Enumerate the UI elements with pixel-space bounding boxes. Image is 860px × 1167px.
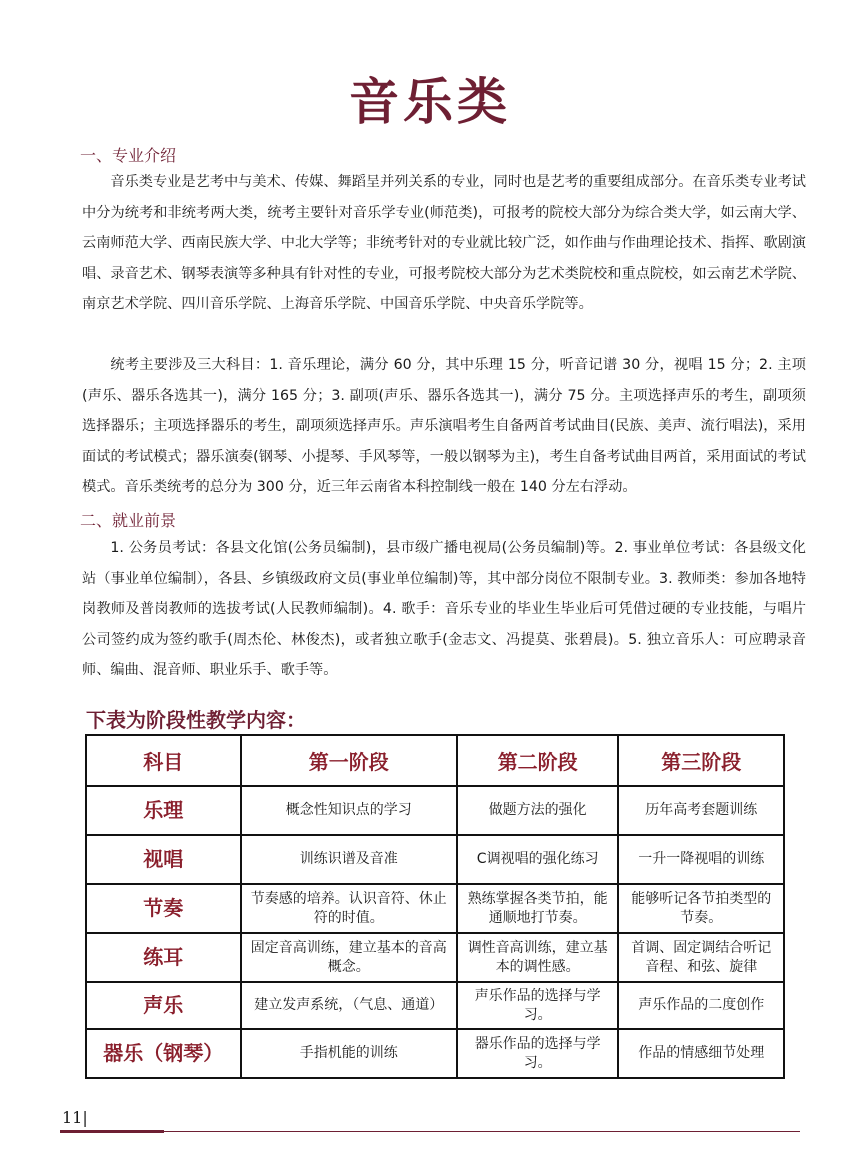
page-title: 音乐类 <box>349 73 511 131</box>
stage-2-cell: 器乐作品的选择与学习。 <box>457 1029 619 1078</box>
stage-3-cell: 能够听记各节拍类型的节奏。 <box>618 884 784 933</box>
stage-2-cell: 调性音高训练，建立基本的调性感。 <box>457 933 619 982</box>
stage-1-cell: 训练识谱及音准 <box>241 835 457 884</box>
stage-2-cell: 做题方法的强化 <box>457 786 619 835</box>
subject-cell: 节奏 <box>86 884 241 933</box>
stage-3-cell: 历年高考套题训练 <box>618 786 784 835</box>
table-row <box>86 1029 784 1078</box>
table-row <box>86 786 784 835</box>
subject-cell: 器乐（钢琴） <box>86 1029 241 1078</box>
subject-cell: 练耳 <box>86 933 241 982</box>
header-stage-3: 第三阶段 <box>618 735 784 786</box>
stage-3-cell: 一升一降视唱的训练 <box>618 835 784 884</box>
subject-cell: 声乐 <box>86 982 241 1029</box>
subject-cell: 乐理 <box>86 786 241 835</box>
stage-1-cell: 固定音高训练，建立基本的音高概念。 <box>241 933 457 982</box>
header-stage-2: 第二阶段 <box>457 735 619 786</box>
intro-paragraph-2: 统考主要涉及三大科目：1. 音乐理论，满分 60 分，其中乐理 15 分，听音记谱 30 分，视唱 15 分；2. 主项(声乐、器乐各选其一)，满分 165 分；3. 副项(声乐、器乐各选其一)，满分 75 分。主项选择声乐的考生，副项须选择器乐；主项选择器乐的考生，副项须选择声乐。声乐演唱考生自备两首考试曲目(民族、美声、流行唱法)，采用面试的考试模式；器乐演奏(钢琴、小提琴、手风琴等，一般以钢琴为主)，考生自备考试曲目两首，采用面试的考试模式。音乐类统考的总分为 300 分，近三年云南省本科控制线一般在 140 分左右浮动。 <box>82 357 806 496</box>
career-paragraph: 1. 公务员考试：各县文化馆(公务员编制)，县市级广播电视局(公务员编制)等。2. 事业单位考试：各县级文化站（事业单位编制），各县、乡镇级政府文员(事业单位编制)等，其中部分岗位不限制专业。3. 教师类：参加各地特岗教师及普岗教师的选拔考试(人民教师编制)。4. 歌手：音乐专业的毕业生毕业后可凭借过硬的专业技能，与唱片公司签约成为签约歌手(周杰伦、林俊杰)，或者独立歌手(金志文、冯提莫、张碧晨)。5. 独立音乐人：可应聘录音师、编曲、混音师、职业乐手、歌手等。 <box>82 540 806 679</box>
stage-1-cell: 节奏感的培养。认识音符、休止符的时值。 <box>241 884 457 933</box>
header-subject: 科目 <box>86 735 241 786</box>
intro-paragraph-1: 音乐类专业是艺考中与美术、传媒、舞蹈呈并列关系的专业，同时也是艺考的重要组成部分。在音乐类专业考试中分为统考和非统考两大类，统考主要针对音乐学专业(师范类)，可报考的院校大部分为综合类大学，如云南大学、云南师范大学、西南民族大学、中北大学等；非统考针对的专业就比较广泛，如作曲与作曲理论技术、指挥、歌剧演唱、录音艺术、钢琴表演等多种具有针对性的专业，可报考院校大部分为艺术类院校和重点院校，如云南艺术学院、南京艺术学院、四川音乐学院、上海音乐学院、中国音乐学院、中央音乐学院等。 <box>82 174 806 313</box>
stage-table <box>85 734 785 1079</box>
table-row <box>86 982 784 1029</box>
header-stage-1: 第一阶段 <box>241 735 457 786</box>
footer-rule <box>164 1131 800 1132</box>
stage-3-cell: 声乐作品的二度创作 <box>618 982 784 1029</box>
stage-1-cell: 手指机能的训练 <box>241 1029 457 1078</box>
page-number: 11| <box>62 1108 88 1127</box>
table-title: 下表为阶段性教学内容： <box>86 708 306 732</box>
table-row <box>86 933 784 982</box>
stage-1-cell: 概念性知识点的学习 <box>241 786 457 835</box>
stage-1-cell: 建立发声系统，（气息、通道） <box>241 982 457 1029</box>
stage-2-cell: C调视唱的强化练习 <box>457 835 619 884</box>
subject-cell: 视唱 <box>86 835 241 884</box>
table-row <box>86 835 784 884</box>
table-header-row <box>86 735 784 786</box>
stage-3-cell: 作品的情感细节处理 <box>618 1029 784 1078</box>
stage-2-cell: 声乐作品的选择与学习。 <box>457 982 619 1029</box>
section-heading-intro: 一、专业介绍 <box>80 146 177 165</box>
section-heading-career: 二、就业前景 <box>80 511 177 530</box>
stage-2-cell: 熟练掌握各类节拍，能通顺地打节奏。 <box>457 884 619 933</box>
stage-3-cell: 首调、固定调结合听记音程、和弦、旋律 <box>618 933 784 982</box>
footer-accent-bar <box>60 1130 164 1133</box>
table-row <box>86 884 784 933</box>
